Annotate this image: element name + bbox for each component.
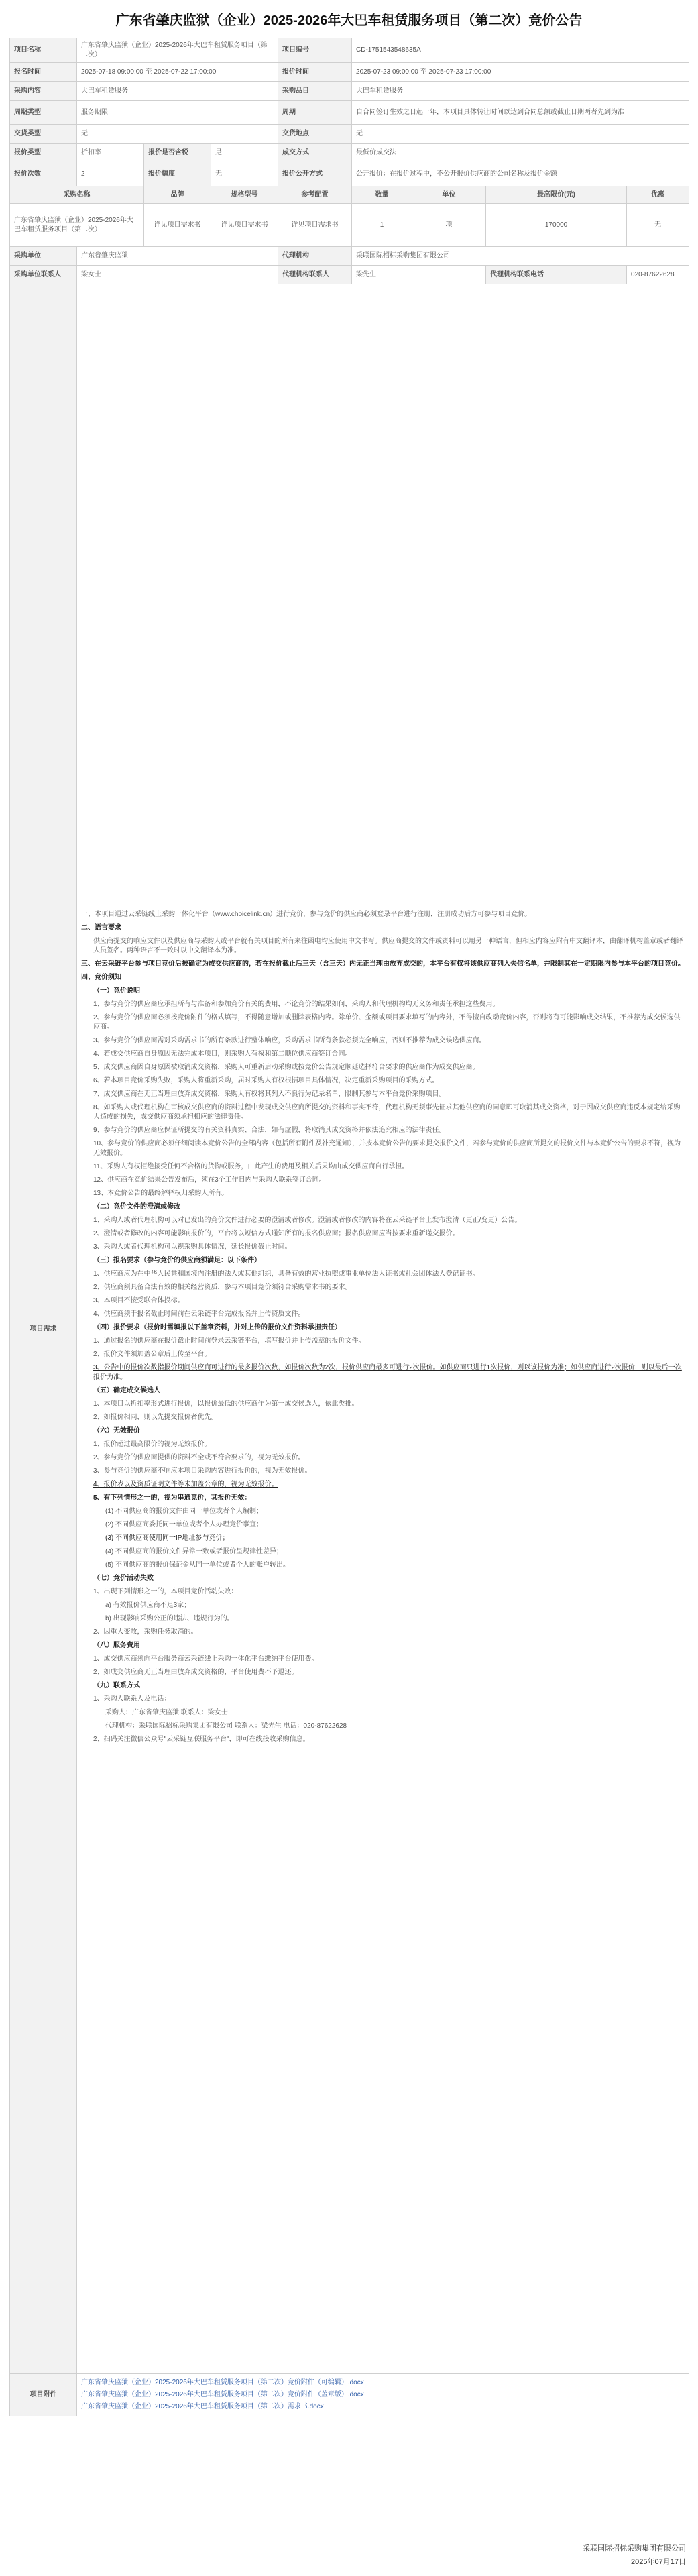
col-name: 采购名称 — [10, 186, 144, 204]
label-notice: 项目需求 — [10, 284, 77, 2374]
project-name: 广东省肇庆监狱（企业）2025-2026年大巴车租赁服务项目（第二次） — [77, 38, 278, 63]
qual-2: 2、供应商须具备合法有效的相关经营资质，参与本项目竞价须符合采购需求书的要求。 — [93, 1283, 352, 1291]
footer-company: 采联国际招标采购集团有限公司 — [583, 2544, 686, 2553]
rounds: 2 — [77, 162, 144, 186]
bid-type: 折扣率 — [77, 144, 144, 162]
attachment-link-requirements[interactable]: 广东省肇庆监狱（企业）2025-2026年大巴车租赁服务项目（第二次）需求书.docx — [81, 2403, 324, 2410]
notice-p1: 一、本项目通过云采链线上采购一体化平台（www.choicelink.cn）进行竞价，参与竞价的供应商必须登录平台进行注册，注册成功后方可参与项目竞价。 — [81, 910, 532, 918]
notice-h4: 四、竞价须知 — [81, 973, 121, 981]
label-project-no: 项目编号 — [278, 38, 352, 63]
fee-2: 2、如成交供应商无正当理由放弃成交资格的，平台使用费不予退还。 — [93, 1668, 298, 1676]
rule-9: 9、参与竞价的供应商应保证所提交的有关资料真实、合法，如有虚假，将取消其成交资格并依法追究相应的法律责任。 — [93, 1126, 446, 1134]
clarify-2: 2、澄清或者修改的内容可能影响报价的，平台将以短信方式通知所有的报名供应商；报名供应商应当按要求重新递交报价。 — [93, 1229, 459, 1237]
category: 大巴车租赁服务 — [352, 82, 689, 101]
label-bid-type: 报价类型 — [10, 144, 77, 162]
rule-2: 2、参与竞价的供应商必须按竞价附件的格式填写，不得随意增加或删除表格内容。除单价、金额或项目要求填写的内容外，不得擅自改动竞价内容，否则将有可能影响成交结果，不推荐为成交候选供应商。 — [93, 1013, 681, 1031]
public: 公开报价：在报价过程中，不公开报价供应商的公司名称及报价金额 — [352, 162, 689, 186]
content: 大巴车租赁服务 — [77, 82, 278, 101]
label-delivery-place: 交货地点 — [278, 125, 352, 144]
fee-1: 1、成交供应商须向平台服务商云采链线上采购一体化平台缴纳平台使用费。 — [93, 1655, 318, 1663]
rule-10: 10、参与竞价的供应商必须仔细阅读本竞价公告的全部内容（包括所有附件及补充通知），并按本竞价公告的要求提交报价文件，若参与竞价的供应商所提交的报价文件与本竞价公告的要求不符，视为无效报价。 — [93, 1139, 681, 1157]
invalid-2: 2、参与竞价的供应商提供的资料不全或不符合要求的，视为无效报价。 — [93, 1453, 305, 1461]
page-title: 广东省肇庆监狱（企业）2025-2026年大巴车租赁服务项目（第二次）竞价公告 — [115, 13, 583, 28]
label-min-step: 报价幅度 — [144, 162, 211, 186]
attachments — [77, 2374, 689, 2416]
notice-p2: 供应商提交的响应文件以及供应商与采购人或平台就有关项目的所有来往函电均应使用中文书写。供应商提交的文件或资料可以用另一种语言，但相应内容应附有中文翻译本，由翻译机构盖章或者翻译人员签名。两种语言不一致时以中文翻译本为准。 — [93, 937, 683, 954]
fail-1b: b) 出现影响采购公正的违法、违规行为的。 — [105, 1614, 234, 1622]
contact-1b: 代理机构：采联国际招标采购集团有限公司 联系人：梁先生 电话：020-87622628 — [105, 1722, 347, 1730]
agent: 采联国际招标采购集团有限公司 — [352, 247, 689, 266]
rule-3: 3、参与竞价的供应商需对采购需求书的所有条款进行整体响应，采购需求书所有条款必须完全响应，否则不推荐为成交候选供应商。 — [93, 1036, 486, 1044]
notice-h4-5: （五）确定成交候选人 — [93, 1386, 160, 1394]
col-discount: 优惠 — [627, 186, 689, 204]
col-brand: 品牌 — [144, 186, 211, 204]
col-spec: 规格型号 — [211, 186, 278, 204]
contact-2: 2、扫码关注微信公众号"云采链互联服务平台"，即可在线接收采购信息。 — [93, 1735, 310, 1743]
notice-p3: 三、在云采链平台参与项目竞价后被确定为成交供应商的，若在报价截止后三天（含三天）内无正当理由放弃成交的，本平台有权将该供应商列入失信名单，并限制其在一定期限内参与本平台的项目竞价。 — [81, 960, 685, 968]
delivery: 无 — [77, 125, 278, 144]
label-delivery: 交货类型 — [10, 125, 77, 144]
label-purchaser-contact: 采购单位联系人 — [10, 266, 77, 284]
label-project-name: 项目名称 — [10, 38, 77, 63]
label-agent-contact: 代理机构联系人 — [278, 266, 352, 284]
notice-h4-6: （六）无效报价 — [93, 1426, 140, 1435]
item-qty: 1 — [352, 204, 412, 247]
notice-h4-3: （三）报名要求（参与竞价的供应商须满足：以下条件） — [93, 1256, 261, 1264]
item-unit: 项 — [412, 204, 486, 247]
label-deal-method: 成交方式 — [278, 144, 352, 162]
notice-h4-1: （一）竞价说明 — [93, 987, 140, 995]
candidate-1: 1、本项目以折扣率形式进行报价，以报价最低的供应商作为第一成交候选人，依此类推。 — [93, 1400, 359, 1408]
bid-2: 2、报价文件须加盖公章后上传至平台。 — [93, 1350, 211, 1358]
notice-h4-8: （八）服务费用 — [93, 1641, 140, 1649]
announcement-table — [9, 38, 689, 2416]
invalid-1: 1、报价超过最高限价的视为无效报价。 — [93, 1440, 211, 1448]
item-discount: 无 — [627, 204, 689, 247]
invalid-5e: (5) 不同供应商的报价保证金从同一单位或者个人的账户转出。 — [105, 1561, 290, 1569]
col-max-price: 最高限价(元) — [486, 186, 627, 204]
label-content: 采购内容 — [10, 82, 77, 101]
item-spec: 详见项目需求书 — [211, 204, 278, 247]
label-contains-tax: 报价是否含税 — [144, 144, 211, 162]
signup-time: 2025-07-18 09:00:00 至 2025-07-22 17:00:00 — [77, 63, 278, 82]
footer-date: 2025年07月17日 — [631, 2558, 686, 2566]
invalid-5c: (3) 不同供应商使用同一IP地址参与竞价； — [105, 1534, 229, 1542]
agent-phone: 020-87622628 — [627, 266, 689, 284]
item-brand: 详见项目需求书 — [144, 204, 211, 247]
deal-method: 最低价成交法 — [352, 144, 689, 162]
clarify-3: 3、采购人或者代理机构可以视采购具体情况，延长报价截止时间。 — [93, 1243, 292, 1251]
bid-3: 3、公告中的报价次数指报价期间供应商可进行的最多报价次数，如报价次数为2次，报价供应商最多可进行2次报价。如供应商只进行1次报价，则以该报价为准；如供应商进行2次报价，则以最后一次报价为准。 — [93, 1363, 682, 1381]
invalid-5b: (2) 不同供应商委托同一单位或者个人办理竞价事宜； — [105, 1520, 263, 1528]
invalid-5: 5、有下列情形之一的，视为串通竞价，其报价无效： — [93, 1494, 251, 1502]
notice-h4-4: （四）报价要求（报价时需填报以下盖章资料，并对上传的报价文件资料承担责任） — [93, 1323, 341, 1331]
qual-1: 1、供应商应为在中华人民共和国境内注册的法人或其他组织，具备有效的营业执照或事业单位法人证书或社会团体法人登记证书。 — [93, 1270, 479, 1278]
min-step: 无 — [211, 162, 278, 186]
item-max-price: 170000 — [486, 204, 627, 247]
label-bid-time: 报价时间 — [278, 63, 352, 82]
fail-1: 1、出现下列情形之一的，本项目竞价活动失败： — [93, 1587, 238, 1595]
rule-1: 1、参与竞价的供应商应承担所有与准备和参加竞价有关的费用，不论竞价的结果如何，采购人和代理机构均无义务和责任承担这些费用。 — [93, 1000, 500, 1008]
purchaser-contact: 梁女士 — [77, 266, 278, 284]
notice-h4-9: （九）联系方式 — [93, 1681, 140, 1689]
contains-tax: 是 — [211, 144, 278, 162]
qual-4: 4、供应商须于报名截止时间前在云采链平台完成报名并上传资质文件。 — [93, 1310, 305, 1318]
notice-h4-2: （二）竞价文件的澄清或修改 — [93, 1202, 180, 1211]
notice-body — [77, 284, 689, 2374]
period-type: 服务期限 — [77, 101, 278, 125]
rule-4: 4、若成交供应商自身原因无法完成本项目，则采购人有权和第二顺位供应商签订合同。 — [93, 1050, 352, 1058]
item-config: 详见项目需求书 — [278, 204, 352, 247]
clarify-1: 1、采购人或者代理机构可以对已发出的竞价文件进行必要的澄清或者修改。澄清或者修改的内容将在云采链平台上发布澄清（更正/变更）公告。 — [93, 1216, 522, 1224]
rule-13: 13、本竞价公告的最终解释权归采购人所有。 — [93, 1189, 229, 1197]
bid-time: 2025-07-23 09:00:00 至 2025-07-23 17:00:00 — [352, 63, 689, 82]
rule-8: 8、如采购人或代理机构在审核成交供应商的资料过程中发现成交供应商所提交的资料和事实不符，代理机构无须事先征求其他供应商的同意即可取消其成交资格，对于因成交供应商违反本规定给采购人造成的损失，成交供应商须承担相应的法律责任。 — [93, 1103, 681, 1121]
notice-h2: 二、语言要求 — [81, 923, 121, 932]
purchaser: 广东省肇庆监狱 — [77, 247, 278, 266]
notice-h4-7: （七）竞价活动失败 — [93, 1574, 154, 1582]
fail-1a: a) 有效报价供应商不足3家； — [105, 1601, 191, 1609]
label-rounds: 报价次数 — [10, 162, 77, 186]
attachment-link-editable[interactable]: 广东省肇庆监狱（企业）2025-2026年大巴车租赁服务项目（第二次）竞价附件（可编辑）.docx — [81, 2379, 364, 2386]
delivery-place: 无 — [352, 125, 689, 144]
label-attachments: 项目附件 — [10, 2374, 77, 2416]
label-agent-phone: 代理机构联系电话 — [486, 266, 627, 284]
footer — [583, 2542, 686, 2569]
contact-1a: 采购人：广东省肇庆监狱 联系人：梁女士 — [105, 1708, 228, 1716]
rule-11: 11、采购人有权拒绝接受任何不合格的货物或服务，由此产生的费用及相关后果均由成交供应商自行承担。 — [93, 1162, 409, 1170]
invalid-4: 4、报价表以及资质证明文件等未加盖公章的，视为无效报价。 — [93, 1480, 278, 1488]
period: 自合同签订生效之日起一年，本项目具体转让时间以达到合同总额或截止日期两者先到为准 — [352, 101, 689, 125]
col-unit: 单位 — [412, 186, 486, 204]
label-period: 周期 — [278, 101, 352, 125]
fail-2: 2、因重大变故，采购任务取消的。 — [93, 1628, 198, 1636]
rule-6: 6、若本项目竞价采购失败，采购人将重新采购，届时采购人有权根据项目具体情况，决定重新采购项目的采购方式。 — [93, 1076, 439, 1084]
contact-1: 1、采购人联系人及电话： — [93, 1695, 171, 1703]
col-config: 参考配置 — [278, 186, 352, 204]
invalid-5d: (4) 不同供应商的报价文件异常一致或者报价呈规律性差异； — [105, 1547, 283, 1555]
label-purchaser: 采购单位 — [10, 247, 77, 266]
qual-3: 3、本项目不接受联合体投标。 — [93, 1296, 184, 1304]
rule-7: 7、成交供应商在无正当理由放弃成交资格，采购人有权将其列入不良行为记录名单，限制其参与本平台竞价采购项目。 — [93, 1090, 446, 1098]
rule-5: 5、成交供应商因自身原因被取消成交资格，采购人可重新启动采购或按竞价公告规定顺延选择符合要求的供应商作为成交供应商。 — [93, 1063, 479, 1071]
candidate-2: 2、如报价相同，则以先提交报价者优先。 — [93, 1413, 218, 1421]
invalid-3: 3、参与竞价的供应商不响应本项目采购内容进行报价的，视为无效报价。 — [93, 1467, 312, 1475]
col-qty: 数量 — [352, 186, 412, 204]
invalid-5a: (1) 不同供应商的报价文件由同一单位或者个人编制； — [105, 1507, 263, 1515]
label-period-type: 周期类型 — [10, 101, 77, 125]
project-no: CD-1751543548635A — [352, 38, 689, 63]
label-signup-time: 报名时间 — [10, 63, 77, 82]
item-name: 广东省肇庆监狱（企业）2025-2026年大巴车租赁服务项目（第二次） — [10, 204, 144, 247]
label-category: 采购品目 — [278, 82, 352, 101]
bid-1: 1、通过报名的供应商在报价截止时间前登录云采链平台，填写报价并上传盖章的报价文件。 — [93, 1337, 365, 1345]
label-agent: 代理机构 — [278, 247, 352, 266]
attachment-link-stamped[interactable]: 广东省肇庆监狱（企业）2025-2026年大巴车租赁服务项目（第二次）竞价附件（盖章版）.docx — [81, 2391, 364, 2398]
rule-12: 12、供应商在竞价结果公告发布后，须在3个工作日内与采购人联系签订合同。 — [93, 1176, 326, 1184]
agent-contact: 梁先生 — [352, 266, 486, 284]
label-public: 报价公开方式 — [278, 162, 352, 186]
